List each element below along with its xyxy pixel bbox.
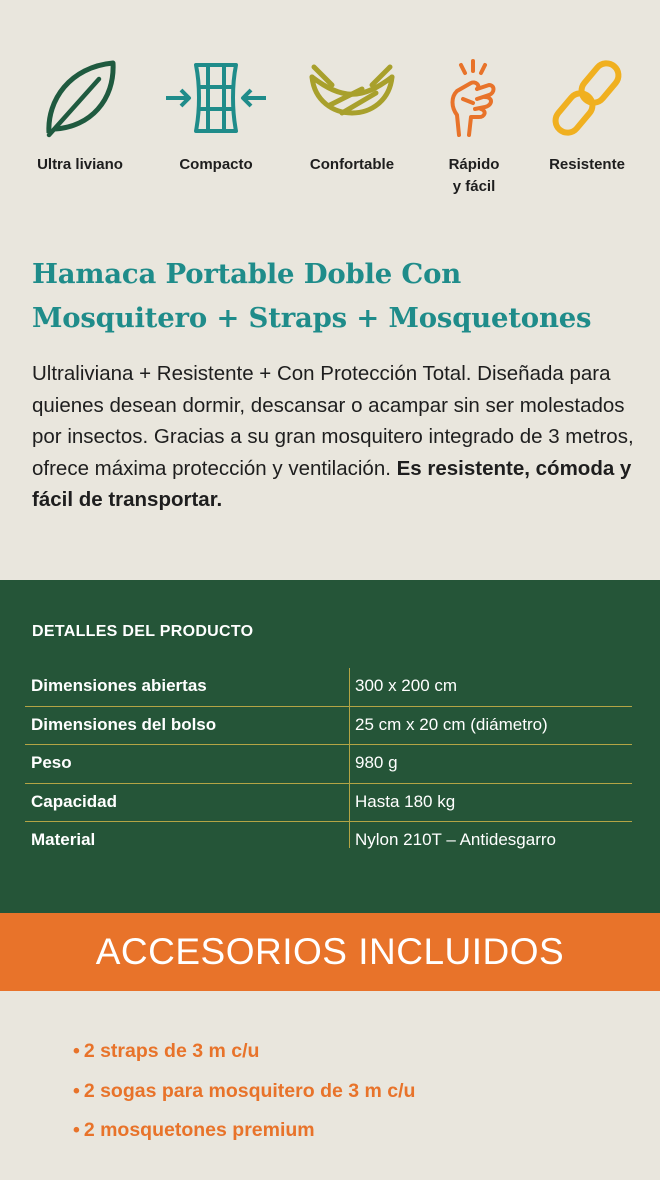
product-description (32, 358, 637, 516)
bullet: • (73, 1119, 80, 1141)
spec-row (25, 745, 632, 784)
details-heading: DETALLES DEL PRODUCTO (32, 623, 254, 640)
accessories-banner (0, 913, 660, 991)
feature-label-line1: Rápido (448, 156, 500, 173)
chain-icon (542, 55, 632, 140)
spec-value: 25 cm x 20 cm (diámetro) (355, 714, 548, 734)
bullet: • (73, 1040, 80, 1062)
feature-label: Resistente (549, 156, 625, 173)
product-details-section (0, 580, 660, 913)
top-section (0, 0, 660, 580)
feature-ultra-liviano (15, 55, 145, 176)
snap-hand-icon (429, 55, 519, 140)
features-row (0, 55, 660, 215)
feature-resistente (522, 55, 652, 176)
spec-value: 300 x 200 cm (355, 676, 458, 695)
hammock-icon (302, 55, 402, 140)
spec-label: Dimensiones del bolso (31, 714, 217, 734)
description-bold-text: Es resistente, cómoda y fácil de transportar. (32, 456, 632, 511)
product-title-line1: Hamaca Portable Doble Con (32, 258, 462, 290)
specs-table (25, 668, 632, 860)
feature-label: Confortable (309, 156, 395, 173)
product-title (32, 252, 652, 340)
spec-label: Material (31, 830, 96, 849)
spec-label: Capacidad (31, 791, 117, 811)
spec-value: Hasta 180 kg (355, 791, 456, 811)
spec-value: 980 g (355, 753, 398, 772)
description-text: Ultraliviana + Resistente + Con Protección Total. Diseñada para quienes desean dormir, descansar o acampar sin ser molestados por insectos. Gracias a su gran mosquitero integrado de 3 metros, ofrece máxima protección y ventilación. (32, 362, 634, 480)
feature-label-line2: y fácil (452, 178, 496, 195)
list-item (73, 1032, 415, 1072)
spec-row (25, 707, 632, 746)
spec-row (25, 668, 632, 707)
spec-row (25, 822, 632, 860)
compress-icon (156, 55, 276, 140)
accessory-text: 2 mosquetones premium (83, 1119, 315, 1141)
feature-rapido-facil (409, 55, 539, 198)
spec-label: Peso (31, 753, 72, 772)
list-item (73, 1111, 415, 1151)
feature-label: Compacto (179, 156, 253, 173)
leaf-icon (35, 55, 125, 140)
spec-value: Nylon 210T – Antidesgarro (355, 830, 556, 849)
spec-label: Dimensiones abiertas (31, 676, 207, 695)
product-title-line2: Mosquitero + Straps + Mosquetones (32, 302, 592, 334)
bullet: • (73, 1079, 80, 1102)
feature-confortable (287, 55, 417, 176)
feature-compacto (151, 55, 281, 176)
spec-row (25, 784, 632, 823)
feature-label: Ultra liviano (37, 156, 123, 173)
list-item (73, 1072, 415, 1112)
accessory-text: 2 sogas para mosquitero de 3 m c/u (83, 1079, 416, 1102)
accessories-heading: ACCESORIOS INCLUIDOS (95, 931, 565, 972)
accessories-list (73, 1032, 415, 1151)
accessory-text: 2 straps de 3 m c/u (83, 1040, 260, 1062)
feature-label (409, 154, 539, 198)
